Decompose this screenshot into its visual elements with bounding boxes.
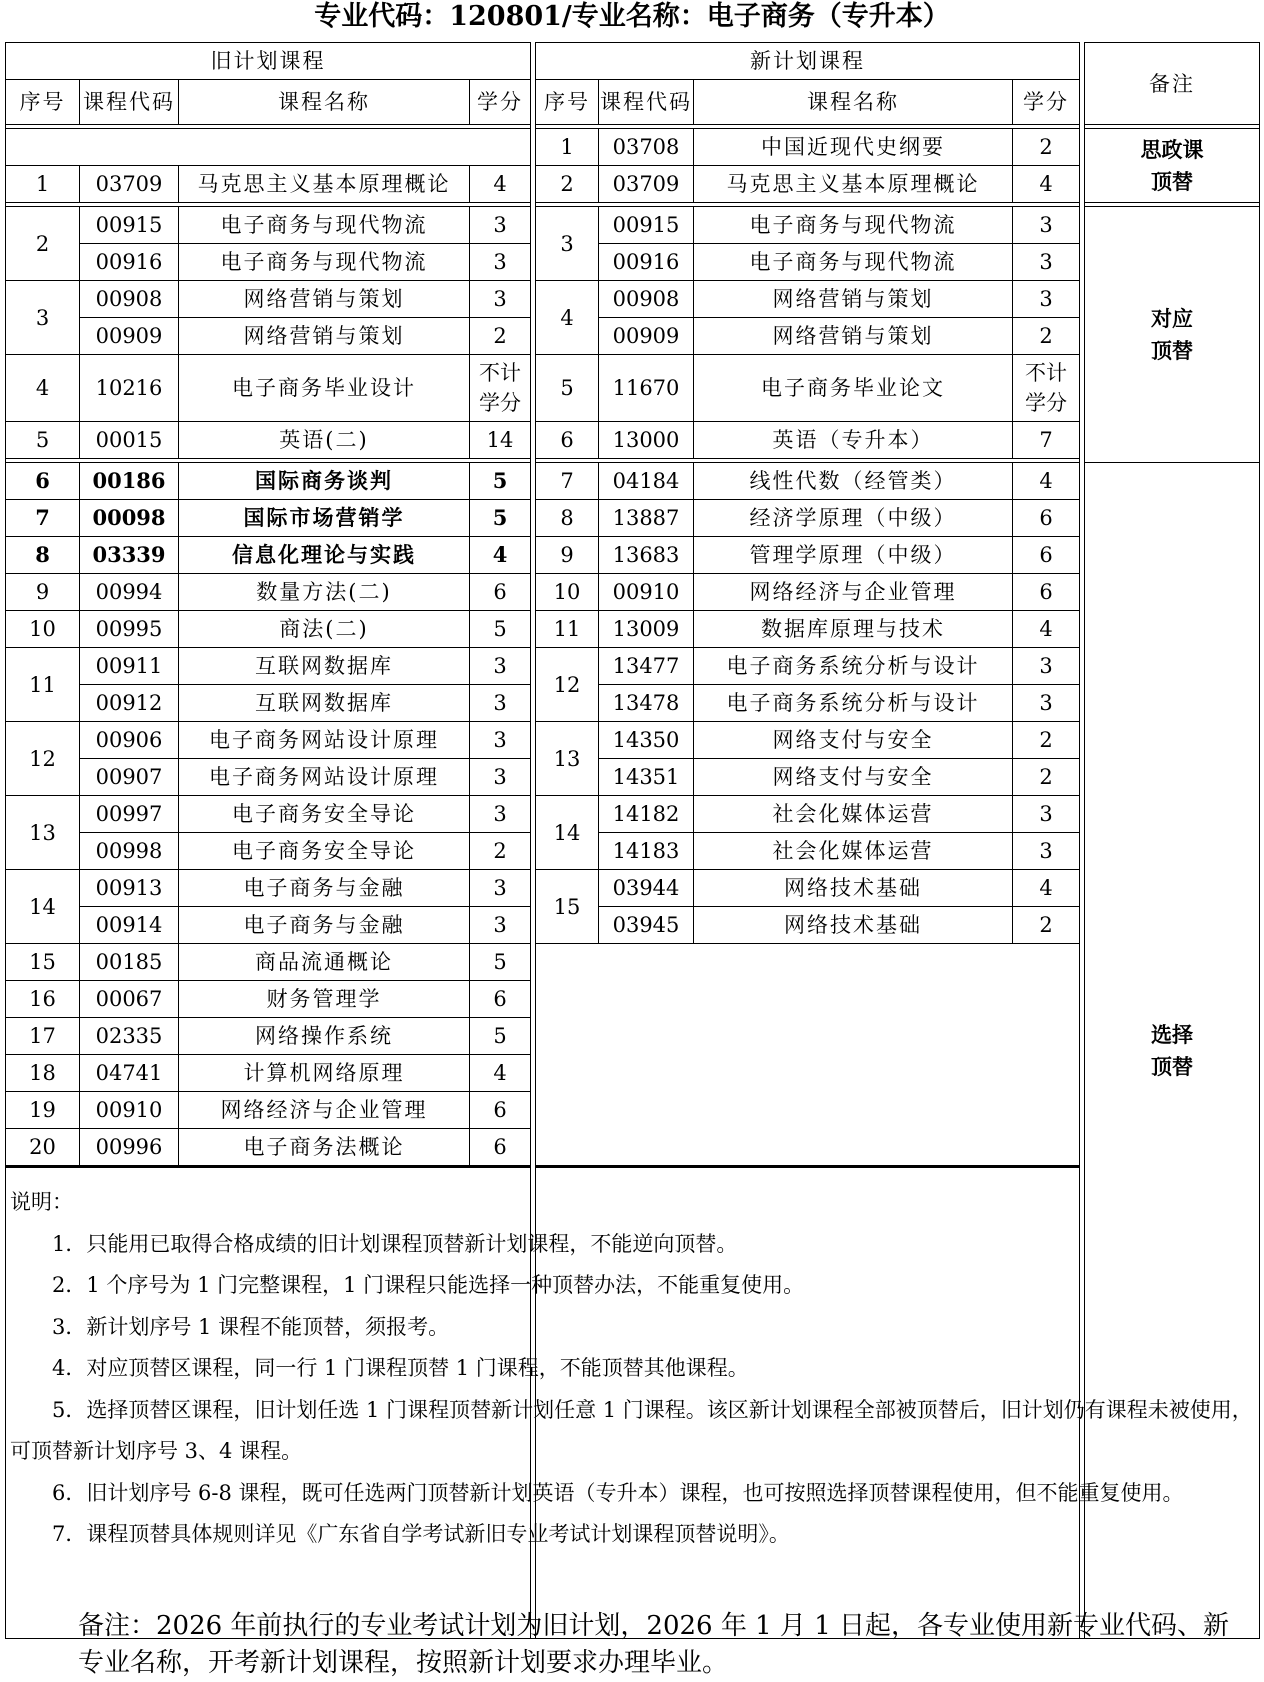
- table-row: [6, 685, 1260, 722]
- table-cell: 12: [536, 648, 599, 722]
- table-cell: 13: [6, 796, 80, 870]
- table-cell: 11: [6, 648, 80, 722]
- page-title: 专业代码：120801/专业名称：电子商务（专升本）: [314, 1, 950, 32]
- table-cell: 00996: [80, 1129, 179, 1167]
- table-cell: 4: [536, 281, 599, 355]
- table-cell: 16: [6, 981, 80, 1018]
- table-cell: 03944: [599, 870, 694, 907]
- table-cell: 3: [470, 281, 531, 318]
- table-cell: 社会化媒体运营: [694, 796, 1013, 833]
- table-cell: 马克思主义基本原理概论: [179, 166, 470, 203]
- table-cell: 00910: [80, 1092, 179, 1129]
- table-cell: 6: [1013, 537, 1080, 574]
- table-cell: 4: [1013, 611, 1080, 648]
- table-cell: 2: [470, 318, 531, 355]
- table-cell: 04741: [80, 1055, 179, 1092]
- old-seq-header: 序号: [6, 80, 80, 125]
- table-row: [6, 500, 1260, 537]
- table-cell: 00913: [80, 870, 179, 907]
- old-empty-cell: [6, 129, 531, 166]
- table-cell: 8: [6, 537, 80, 574]
- table-cell: 00098: [80, 500, 179, 537]
- table-cell: 00185: [80, 944, 179, 981]
- table-cell: 6: [536, 422, 599, 459]
- table-cell: 6: [470, 574, 531, 611]
- remark-header: 备注: [1085, 43, 1260, 125]
- table-row: [6, 166, 1260, 203]
- old-name-header: 课程名称: [179, 80, 470, 125]
- table-cell: 3: [6, 281, 80, 355]
- table-cell: 00912: [80, 685, 179, 722]
- table-cell: 10: [536, 574, 599, 611]
- table-cell: 5: [470, 1018, 531, 1055]
- table-cell: 数据库原理与技术: [694, 611, 1013, 648]
- table-cell: 13000: [599, 422, 694, 459]
- table-row: [6, 648, 1260, 685]
- table-cell: 社会化媒体运营: [694, 833, 1013, 870]
- table-cell: 10216: [80, 355, 179, 422]
- table-cell: 00908: [599, 281, 694, 318]
- table-cell: 00911: [80, 648, 179, 685]
- table-cell: 11670: [599, 355, 694, 422]
- table-row: [6, 355, 1260, 422]
- table-cell: 2: [536, 166, 599, 203]
- table-cell: 00994: [80, 574, 179, 611]
- table-cell: 3: [470, 648, 531, 685]
- table-cell: 电子商务毕业设计: [179, 355, 470, 422]
- table-cell: 7: [6, 500, 80, 537]
- table-cell: 2: [470, 833, 531, 870]
- table-row: [6, 463, 1260, 500]
- table-cell: 11: [536, 611, 599, 648]
- table-row: [6, 244, 1260, 281]
- table-cell: 2: [1013, 722, 1080, 759]
- table-cell: 00186: [80, 463, 179, 500]
- table-cell: 00916: [599, 244, 694, 281]
- table-cell: 00907: [80, 759, 179, 796]
- old-plan-header: 旧计划课程: [6, 43, 531, 80]
- table-cell: 03339: [80, 537, 179, 574]
- table-cell: 2: [1013, 907, 1080, 944]
- table-cell: 18: [6, 1055, 80, 1092]
- table-cell: 04184: [599, 463, 694, 500]
- table-cell: 网络营销与策划: [179, 281, 470, 318]
- table-cell: 商法(二): [179, 611, 470, 648]
- table-cell: 互联网数据库: [179, 648, 470, 685]
- table-row: [6, 833, 1260, 870]
- table-cell: 电子商务安全导论: [179, 796, 470, 833]
- table-cell: 6: [1013, 500, 1080, 537]
- note-item: 3．新计划序号 1 课程不能顶替，须报考。: [52, 1314, 450, 1339]
- table-cell: 6: [6, 463, 80, 500]
- note-item: 7．课程顶替具体规则详见《广东省自学考试新旧专业考试计划课程顶替说明》。: [52, 1522, 790, 1546]
- table-cell: 4: [1013, 166, 1080, 203]
- remark-ideological: 思政课 顶替: [1085, 129, 1260, 203]
- table-cell: 10: [6, 611, 80, 648]
- table-cell: 财务管理学: [179, 981, 470, 1018]
- table-cell: 商品流通概论: [179, 944, 470, 981]
- table-row: [6, 129, 1260, 166]
- table-cell: 3: [1013, 685, 1080, 722]
- table-cell: 19: [6, 1092, 80, 1129]
- table-row: [6, 907, 1260, 944]
- table-cell: 14351: [599, 759, 694, 796]
- table-row: [6, 870, 1260, 907]
- new-code-header: 课程代码: [599, 80, 694, 125]
- table-cell: 3: [470, 870, 531, 907]
- table-row: [6, 722, 1260, 759]
- table-cell: 中国近现代史纲要: [694, 129, 1013, 166]
- notes-heading: 说明：: [10, 1190, 73, 1214]
- table-cell: 4: [1013, 870, 1080, 907]
- table-cell: 4: [470, 537, 531, 574]
- table-cell: 电子商务网站设计原理: [179, 722, 470, 759]
- table-cell: 3: [470, 759, 531, 796]
- table-row: [6, 611, 1260, 648]
- table-cell: 网络经济与企业管理: [694, 574, 1013, 611]
- table-cell: 网络经济与企业管理: [179, 1092, 470, 1129]
- table-cell: 3: [1013, 207, 1080, 244]
- note-item: 2．1 个序号为 1 门完整课程，1 门课程只能选择一种顶替办法，不能重复使用。: [52, 1273, 805, 1297]
- table-cell: 5: [470, 944, 531, 981]
- note-item: 5．选择顶替区课程，旧计划任选 1 门课程顶替新计划任意 1 门课程。该区新计划课程全部被顶替后，旧计划仍有课程未被使用，可顶替新计划序号 3、4 课程。: [10, 1397, 1253, 1463]
- new-credit-header: 学分: [1013, 80, 1080, 125]
- table-cell: 互联网数据库: [179, 685, 470, 722]
- note-item: 4．对应顶替区课程，同一行 1 门课程顶替 1 门课程，不能顶替其他课程。: [52, 1356, 749, 1380]
- table-cell: 网络操作系统: [179, 1018, 470, 1055]
- table-cell: 00916: [80, 244, 179, 281]
- table-cell: 3: [536, 207, 599, 281]
- table-cell: 3: [1013, 796, 1080, 833]
- old-code-header: 课程代码: [80, 80, 179, 125]
- table-cell: 6: [1013, 574, 1080, 611]
- table-cell: 00915: [80, 207, 179, 244]
- table-cell: 6: [470, 1129, 531, 1167]
- table-cell: 3: [470, 796, 531, 833]
- new-seq-header: 序号: [536, 80, 599, 125]
- new-plan-empty-area: [536, 944, 1080, 1167]
- course-substitution-table: [5, 42, 1260, 1639]
- table-cell: 3: [470, 207, 531, 244]
- table-cell: 14: [6, 870, 80, 944]
- table-cell: 13683: [599, 537, 694, 574]
- table-cell: 13009: [599, 611, 694, 648]
- table-cell: 经济学原理（中级）: [694, 500, 1013, 537]
- table-cell: 14182: [599, 796, 694, 833]
- table-cell: 马克思主义基本原理概论: [694, 166, 1013, 203]
- table-cell: 电子商务与现代物流: [694, 207, 1013, 244]
- table-cell: 电子商务与现代物流: [179, 207, 470, 244]
- table-cell: 1: [6, 166, 80, 203]
- table-cell: 13478: [599, 685, 694, 722]
- table-cell: 7: [1013, 422, 1080, 459]
- table-cell: 00067: [80, 981, 179, 1018]
- table-cell: 6: [470, 1092, 531, 1129]
- table-cell: 5: [536, 355, 599, 422]
- table-cell: 网络营销与策划: [179, 318, 470, 355]
- table-cell: 电子商务与金融: [179, 907, 470, 944]
- table-cell: 国际商务谈判: [179, 463, 470, 500]
- new-name-header: 课程名称: [694, 80, 1013, 125]
- table-cell: 2: [6, 207, 80, 281]
- table-cell: 电子商务毕业论文: [694, 355, 1013, 422]
- table-row: [6, 422, 1260, 459]
- table-cell: 5: [470, 611, 531, 648]
- table-row: [6, 318, 1260, 355]
- table-cell: 4: [470, 166, 531, 203]
- table-row: [6, 537, 1260, 574]
- table-cell: 电子商务与现代物流: [179, 244, 470, 281]
- table-cell: 信息化理论与实践: [179, 537, 470, 574]
- table-cell: 2: [1013, 759, 1080, 796]
- table-cell: 15: [6, 944, 80, 981]
- table-cell: 03709: [599, 166, 694, 203]
- table-cell: 网络技术基础: [694, 870, 1013, 907]
- table-cell: 00997: [80, 796, 179, 833]
- table-row: [6, 944, 1260, 981]
- remark-selective: 选择 顶替: [1085, 463, 1260, 1639]
- table-cell: 02335: [80, 1018, 179, 1055]
- table-cell: 3: [1013, 648, 1080, 685]
- table-cell: 00910: [599, 574, 694, 611]
- table-cell: 电子商务与金融: [179, 870, 470, 907]
- table-cell: 14350: [599, 722, 694, 759]
- table-cell: 电子商务安全导论: [179, 833, 470, 870]
- table-cell: 8: [536, 500, 599, 537]
- table-cell: 00906: [80, 722, 179, 759]
- table-cell: 13: [536, 722, 599, 796]
- table-cell: 13477: [599, 648, 694, 685]
- remark-corresponding: 对应 顶替: [1085, 207, 1260, 463]
- table-cell: 电子商务网站设计原理: [179, 759, 470, 796]
- table-cell: 2: [1013, 318, 1080, 355]
- table-cell: 电子商务系统分析与设计: [694, 685, 1013, 722]
- table-cell: 14183: [599, 833, 694, 870]
- table-cell: 14: [536, 796, 599, 870]
- table-cell: 5: [470, 500, 531, 537]
- table-cell: 不计 学分: [470, 355, 531, 422]
- table-cell: 00908: [80, 281, 179, 318]
- table-cell: 7: [536, 463, 599, 500]
- table-cell: 00998: [80, 833, 179, 870]
- table-cell: 电子商务系统分析与设计: [694, 648, 1013, 685]
- table-cell: 网络支付与安全: [694, 759, 1013, 796]
- table-cell: 网络营销与策划: [694, 281, 1013, 318]
- note-item: 1．只能用已取得合格成绩的旧计划课程顶替新计划课程，不能逆向顶替。: [52, 1231, 738, 1256]
- table-cell: 20: [6, 1129, 80, 1167]
- notes-section: [6, 1167, 1260, 1639]
- table-cell: 4: [6, 355, 80, 422]
- table-cell: 00915: [599, 207, 694, 244]
- table-cell: 线性代数（经管类）: [694, 463, 1013, 500]
- table-cell: 2: [1013, 129, 1080, 166]
- table-cell: 03708: [599, 129, 694, 166]
- table-cell: 00914: [80, 907, 179, 944]
- table-cell: 3: [470, 907, 531, 944]
- note-item: 6．旧计划序号 6-8 课程，既可任选两门顶替新计划英语（专升本）课程，也可按照选择顶替课程使用，但不能重复使用。: [52, 1480, 1184, 1505]
- table-cell: 英语（专升本）: [694, 422, 1013, 459]
- table-cell: 国际市场营销学: [179, 500, 470, 537]
- table-row: [6, 759, 1260, 796]
- table-cell: 14: [470, 422, 531, 459]
- table-cell: 电子商务法概论: [179, 1129, 470, 1167]
- table-cell: 15: [536, 870, 599, 944]
- table-cell: 3: [470, 722, 531, 759]
- table-cell: 00909: [599, 318, 694, 355]
- table-cell: 17: [6, 1018, 80, 1055]
- table-cell: 3: [1013, 833, 1080, 870]
- table-cell: 网络技术基础: [694, 907, 1013, 944]
- table-row: [6, 207, 1260, 244]
- table-cell: 网络支付与安全: [694, 722, 1013, 759]
- table-row: [6, 281, 1260, 318]
- table-cell: 3: [470, 244, 531, 281]
- table-cell: 9: [536, 537, 599, 574]
- table-cell: 4: [1013, 463, 1080, 500]
- table-cell: 03945: [599, 907, 694, 944]
- table-cell: 13887: [599, 500, 694, 537]
- table-cell: 03709: [80, 166, 179, 203]
- table-cell: 网络营销与策划: [694, 318, 1013, 355]
- table-row: [6, 574, 1260, 611]
- table-cell: 00995: [80, 611, 179, 648]
- old-credit-header: 学分: [470, 80, 531, 125]
- table-cell: 6: [470, 981, 531, 1018]
- table-cell: 不计 学分: [1013, 355, 1080, 422]
- table-cell: 3: [470, 685, 531, 722]
- table-row: [6, 796, 1260, 833]
- new-plan-header: 新计划课程: [536, 43, 1080, 80]
- table-cell: 9: [6, 574, 80, 611]
- footer-note: 备注：2026 年前执行的专业考试计划为旧计划，2026 年 1 月 1 日起，各专业使用新专业代码、新专业名称，开考新计划课程，按照新计划要求办理毕业。: [78, 1611, 1230, 1678]
- table-cell: 计算机网络原理: [179, 1055, 470, 1092]
- table-cell: 管理学原理（中级）: [694, 537, 1013, 574]
- table-cell: 3: [1013, 281, 1080, 318]
- table-cell: 英语(二): [179, 422, 470, 459]
- table-cell: 5: [470, 463, 531, 500]
- table-cell: 数量方法(二): [179, 574, 470, 611]
- table-cell: 5: [6, 422, 80, 459]
- table-cell: 3: [1013, 244, 1080, 281]
- table-cell: 4: [470, 1055, 531, 1092]
- table-cell: 12: [6, 722, 80, 796]
- table-cell: 电子商务与现代物流: [694, 244, 1013, 281]
- table-cell: 1: [536, 129, 599, 166]
- table-cell: 00015: [80, 422, 179, 459]
- table-cell: 00909: [80, 318, 179, 355]
